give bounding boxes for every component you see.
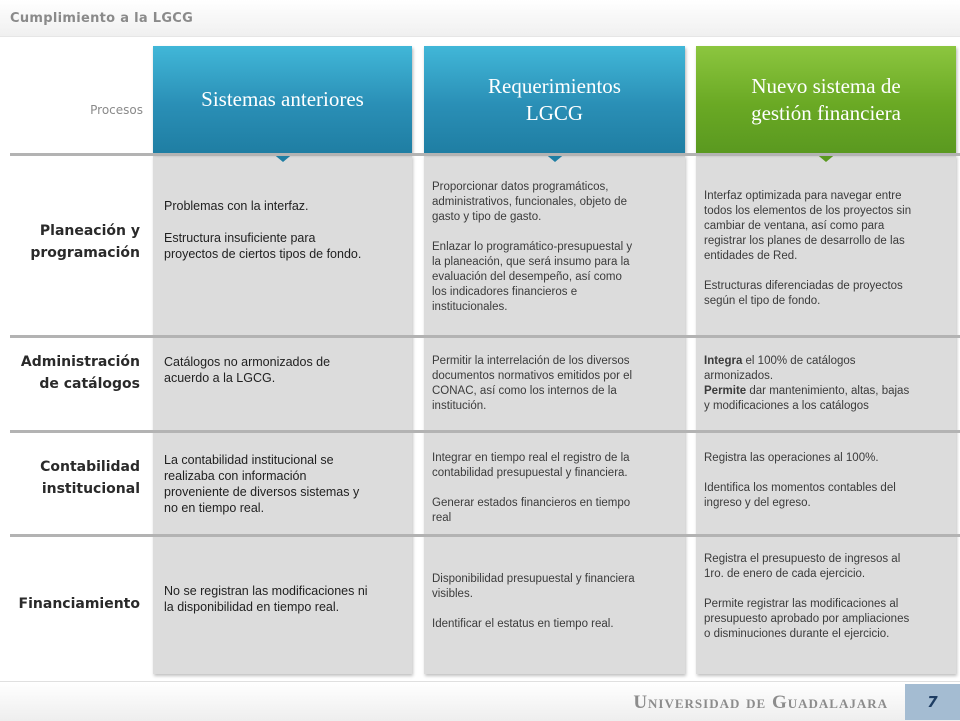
top-bar — [0, 0, 960, 37]
cell-financing-previous: No se registran las modificaciones ni la disponibilidad en tiempo real. — [164, 584, 368, 614]
row-divider — [10, 534, 960, 537]
university-logo-text: Universidad de Guadalajara — [633, 692, 888, 713]
column-header-lgcg-requirements — [424, 46, 685, 153]
cell-text: dar mantenimiento, altas, bajas y modificaciones a los catálogos — [704, 385, 910, 412]
cell-accounting-previous: La contabilidad institucional se realizaba con información proveniente de diversos sistemas y no en tiempo real. — [164, 453, 360, 515]
row-label-accounting: Contabilidad institucional — [40, 459, 140, 497]
cell-planning-previous: Problemas con la interfaz. Estructura insuficiente para proyectos de ciertos tipos de fondo. — [164, 199, 362, 261]
row-label-catalogs: Administración de catálogos — [20, 354, 140, 392]
cell-accounting-new: Registra las operaciones al 100%. Identifica los momentos contables del ingreso y del egreso. — [704, 452, 896, 509]
row-label-planning: Planeación y programación — [30, 223, 140, 261]
column-header-previous-systems — [153, 46, 412, 153]
row-divider — [10, 430, 960, 433]
cell-catalogs-new — [704, 354, 954, 414]
row-label-financing: Financiamiento — [18, 596, 140, 612]
cell-planning-new: Interfaz optimizada para navegar entre todos los elementos de los proyectos sin cambiar de ventana, así como para registrar los planes de desarrollo de las entidades de Red. Estructuras diferenciadas de proyectos según el tipo de fondo. — [704, 190, 912, 307]
cell-financing-new: Registra el presupuesto de ingresos al 1ro. de enero de cada ejercicio. Permite registrar las modificaciones al presupuesto aprobado por ampliaciones o disminuciones durante el ejercicio. — [704, 553, 910, 640]
cell-catalogs-requirements: Permitir la interrelación de los diversos documentos normativos emitidos por el CONAC, así como los internos de la institución. — [432, 355, 633, 412]
page-number: 7 — [927, 693, 938, 711]
column-header-new-system — [696, 46, 956, 153]
cell-accounting-requirements: Integrar en tiempo real el registro de la contabilidad presupuestal y financiera. Generar estados financieros en tiempo real — [432, 452, 631, 524]
cell-catalogs-previous: Catálogos no armonizados de acuerdo a la LGCG. — [164, 355, 331, 385]
processes-label: Procesos — [90, 103, 143, 117]
emphasis-permite: Permite — [704, 385, 747, 397]
row-divider — [10, 335, 960, 338]
cell-text: el 100% de catálogos armonizados. — [704, 355, 856, 382]
emphasis-integra: Integra — [704, 355, 743, 367]
row-divider — [10, 153, 960, 156]
column-header-label: Sistemas anteriores — [201, 87, 364, 111]
slide-title: Cumplimiento a la LGCG — [10, 11, 194, 26]
cell-planning-requirements: Proporcionar datos programáticos, administrativos, funcionales, objeto de gasto y tipo de gasto. Enlazar lo programático-presupuestal y la planeación, que será insumo para la evaluación del desempeño, así como los indicadores financieros e institucionales. — [432, 181, 633, 313]
cell-financing-requirements: Disponibilidad presupuestal y financiera visibles. Identificar el estatus en tiempo real. — [432, 573, 635, 630]
column-header-label: Requerimientos LGCG — [488, 73, 621, 125]
page-number-badge — [905, 684, 960, 720]
column-header-label: Nuevo sistema de gestión financiera — [751, 73, 901, 125]
